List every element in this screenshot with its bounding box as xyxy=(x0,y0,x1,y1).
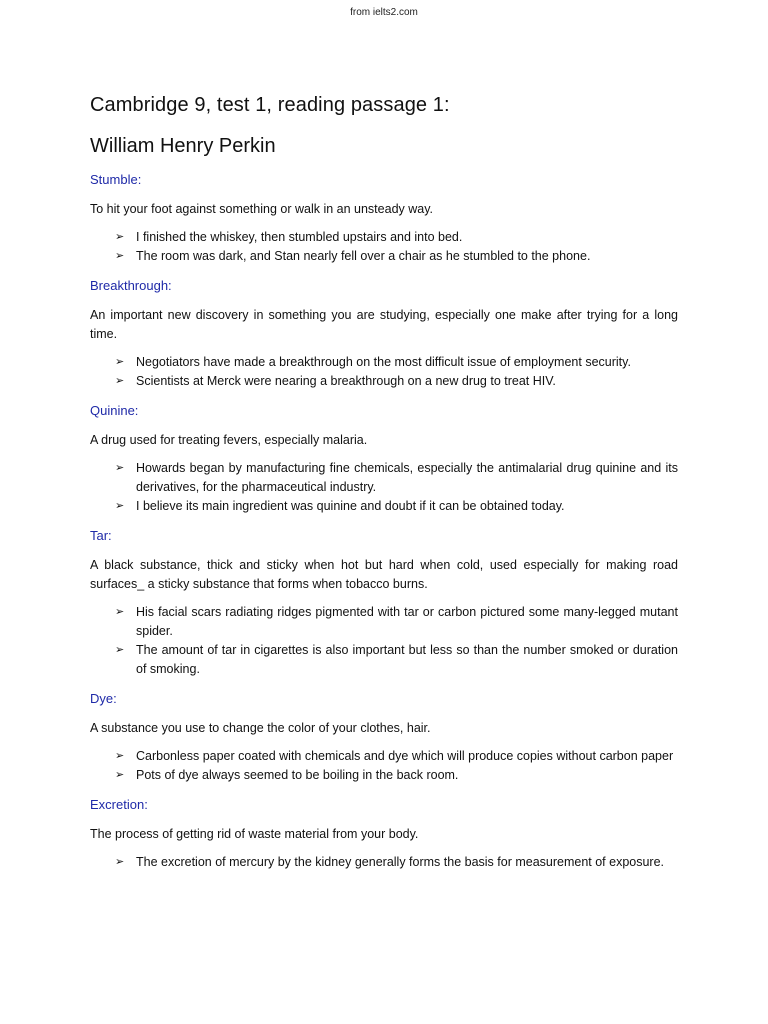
example-text: His facial scars radiating ridges pigmented with tar or carbon pictured some many-legged mutant spider. xyxy=(136,605,678,638)
example-item xyxy=(90,603,678,641)
vocab-entry-stumble xyxy=(90,171,678,266)
example-text: Pots of dye always seemed to be boiling in the back room. xyxy=(136,768,459,782)
example-item xyxy=(90,853,678,872)
arrow-bullet-icon: ➢ xyxy=(115,856,125,868)
vocab-term: Breakthrough: xyxy=(90,278,172,293)
example-item xyxy=(90,497,678,516)
document-subtitle: William Henry Perkin xyxy=(90,135,276,157)
example-text: The room was dark, and Stan nearly fell over a chair as he stumbled to the phone. xyxy=(136,249,591,263)
arrow-bullet-icon: ➢ xyxy=(115,250,125,262)
vocab-entry-tar xyxy=(90,527,678,679)
example-item xyxy=(90,459,678,497)
arrow-bullet-icon: ➢ xyxy=(115,231,125,243)
example-list xyxy=(90,228,678,266)
arrow-bullet-icon: ➢ xyxy=(115,606,125,618)
vocab-entry-dye xyxy=(90,690,678,785)
example-list xyxy=(90,459,678,516)
document-title: Cambridge 9, test 1, reading passage 1: xyxy=(90,94,450,116)
arrow-bullet-icon: ➢ xyxy=(115,500,125,512)
arrow-bullet-icon: ➢ xyxy=(115,769,125,781)
example-item xyxy=(90,247,678,266)
vocab-term: Quinine: xyxy=(90,403,139,418)
example-list xyxy=(90,603,678,679)
example-text: Carbonless paper coated with chemicals and dye which will produce copies without carbon paper xyxy=(136,749,674,763)
vocab-definition: A substance you use to change the color of your clothes, hair. xyxy=(90,721,431,735)
example-list xyxy=(90,747,678,785)
vocab-definition: An important new discovery in something you are studying, especially one make after trying for a long time. xyxy=(90,308,678,341)
example-item xyxy=(90,353,678,372)
example-item xyxy=(90,228,678,247)
example-item xyxy=(90,641,678,679)
vocab-term: Stumble: xyxy=(90,172,142,187)
arrow-bullet-icon: ➢ xyxy=(115,644,125,656)
vocab-entry-breakthrough xyxy=(90,277,678,391)
arrow-bullet-icon: ➢ xyxy=(115,356,125,368)
example-text: Negotiators have made a breakthrough on the most difficult issue of employment security. xyxy=(136,355,631,369)
vocab-term: Excretion: xyxy=(90,797,148,812)
vocab-definition: The process of getting rid of waste material from your body. xyxy=(90,827,419,841)
arrow-bullet-icon: ➢ xyxy=(115,462,125,474)
example-item xyxy=(90,372,678,391)
arrow-bullet-icon: ➢ xyxy=(115,375,125,387)
vocab-term: Dye: xyxy=(90,691,117,706)
vocab-definition: To hit your foot against something or walk in an unsteady way. xyxy=(90,202,434,216)
vocab-entry-quinine xyxy=(90,402,678,516)
vocab-definition: A black substance, thick and sticky when hot but hard when cold, used especially for making road surfaces_ a sticky substance that forms when tobacco burns. xyxy=(90,558,678,591)
document-body xyxy=(90,92,678,872)
example-item xyxy=(90,747,678,766)
example-item xyxy=(90,766,678,785)
arrow-bullet-icon: ➢ xyxy=(115,750,125,762)
example-text: I finished the whiskey, then stumbled upstairs and into bed. xyxy=(136,230,463,244)
example-text: Scientists at Merck were nearing a breakthrough on a new drug to treat HIV. xyxy=(136,374,556,388)
vocab-entry-excretion xyxy=(90,796,678,872)
example-text: I believe its main ingredient was quinine and doubt if it can be obtained today. xyxy=(136,499,565,513)
vocab-definition: A drug used for treating fevers, especially malaria. xyxy=(90,433,368,447)
source-watermark: from ielts2.com xyxy=(350,7,418,18)
example-text: Howards began by manufacturing fine chemicals, especially the antimalarial drug quinine and its derivatives, for the pharmaceutical industry. xyxy=(136,461,678,494)
example-text: The amount of tar in cigarettes is also important but less so than the number smoked or duration of smoking. xyxy=(136,643,678,676)
vocab-term: Tar: xyxy=(90,528,112,543)
example-list xyxy=(90,853,678,872)
example-list xyxy=(90,353,678,391)
example-text: The excretion of mercury by the kidney generally forms the basis for measurement of exposure. xyxy=(136,855,665,869)
